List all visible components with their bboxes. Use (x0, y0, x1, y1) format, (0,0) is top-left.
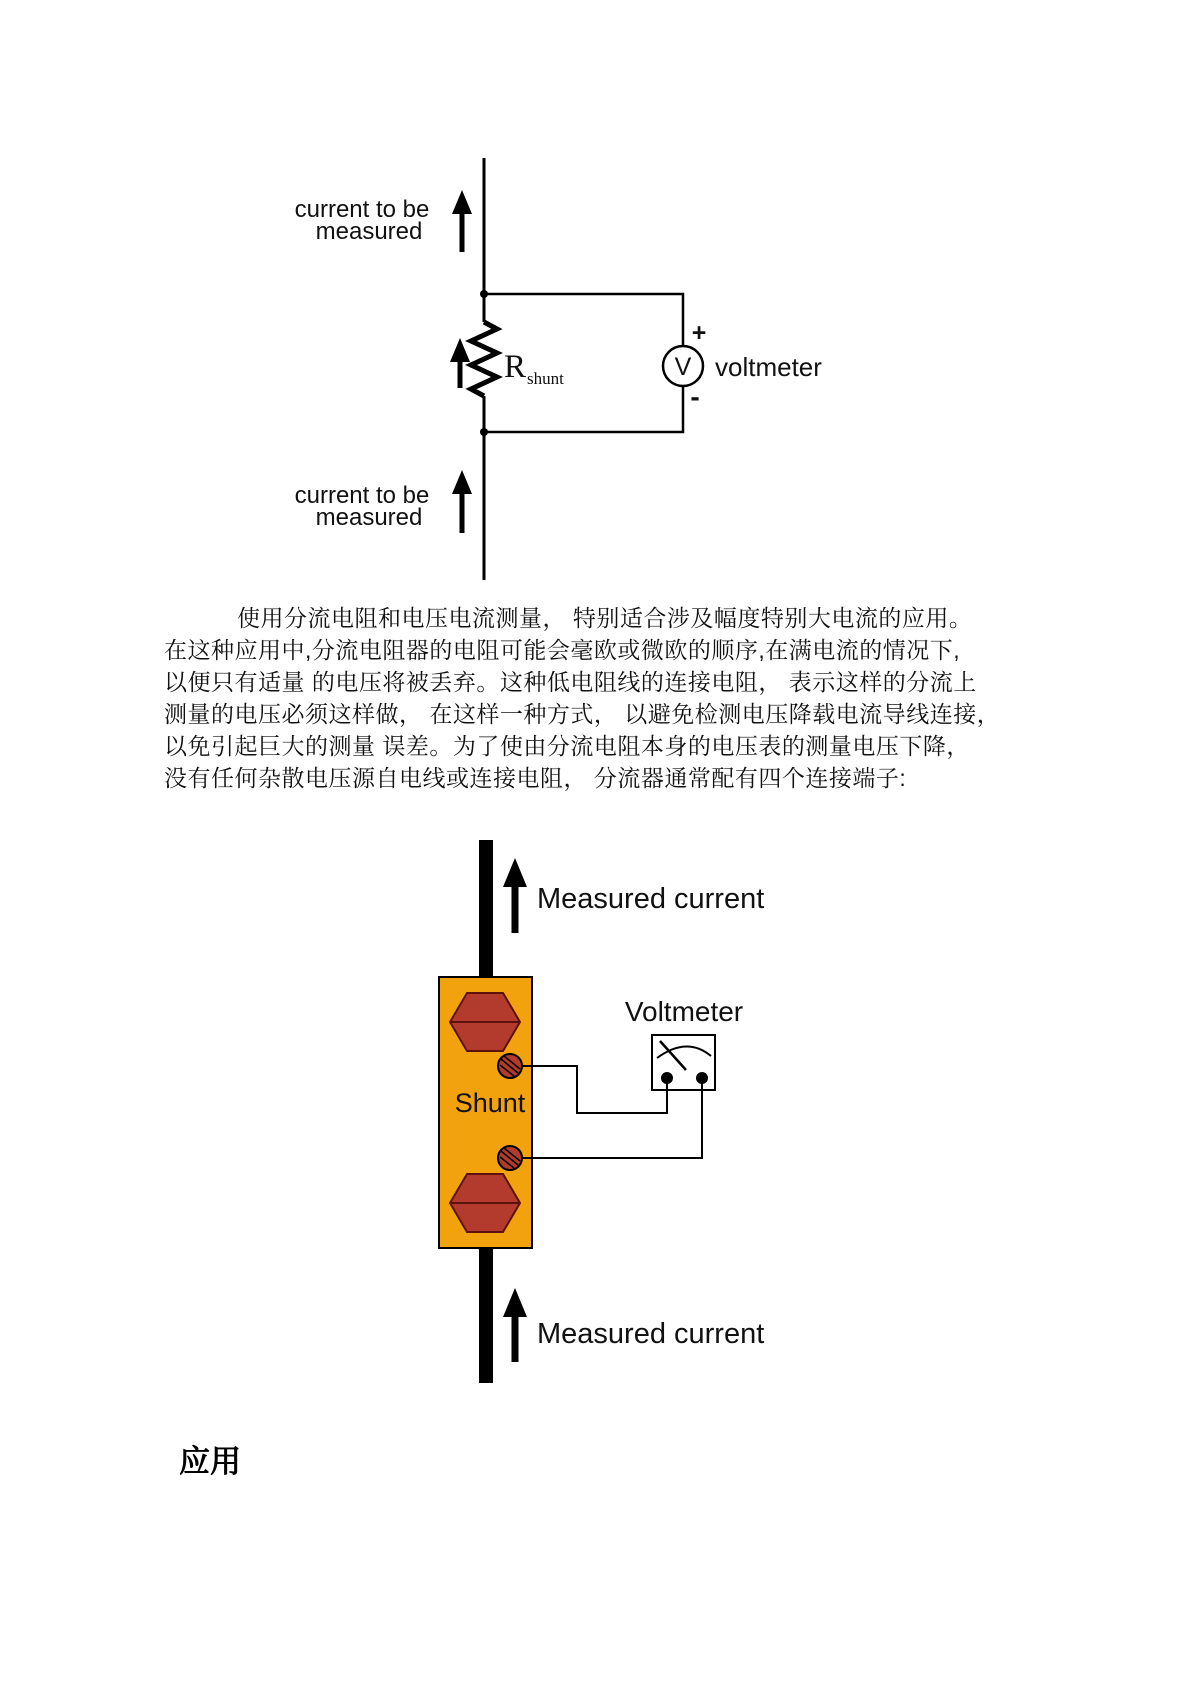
resistor-subscript-label: shunt (527, 369, 564, 388)
measured-current-arrow-bottom-head-icon (503, 1288, 527, 1317)
voltmeter-text-label: voltmeter (715, 352, 822, 382)
measured-current-label-top: Measured current (537, 883, 765, 915)
paragraph-line: 使用分流电阻和电压电流测量， 特别适合涉及幅度特别大电流的应用。 (237, 605, 973, 631)
physical-shunt-diagram (400, 830, 800, 1400)
meter-branch-wire-top (484, 294, 683, 346)
paragraph-line: 以便只有适量 的电压将被丢弃。这种低电阻线的连接电阻， 表示这样的分流上 (164, 669, 977, 695)
voltmeter-letter: V (674, 353, 692, 381)
body-paragraph (164, 602, 1012, 794)
measured-current-arrow-top-head-icon (503, 858, 527, 887)
resistor-name-label: R (504, 349, 527, 385)
sense-wire-bottom (522, 1080, 702, 1158)
current-arrow-top-head-icon (452, 190, 472, 214)
measured-current-label-bottom: Measured current (537, 1318, 765, 1350)
plus-polarity-label: + (691, 319, 707, 347)
paragraph-line: 以免引起巨大的测量 误差。为了使由分流电阻本身的电压表的测量电压下降， (164, 733, 970, 759)
current-label-bottom-line1: current to be (294, 482, 430, 509)
paragraph-line: 在这种应用中,分流电阻器的电阻可能会毫欧或微欧的顺序,在满电流的情况下, (164, 637, 961, 663)
current-label-bottom-line2: measured (315, 504, 423, 531)
minus-polarity-label: - (690, 381, 700, 412)
meter-branch-wire-bottom (484, 386, 683, 432)
current-arrow-bottom-head-icon (452, 470, 472, 494)
shunt-resistor-symbol (471, 322, 497, 396)
paragraph-line: 没有任何杂散电压源自电线或连接电阻， 分流器通常配有四个连接端子: (164, 765, 907, 791)
section-heading: 应用 (179, 1444, 241, 1479)
current-label-top-line1: current to be (294, 196, 430, 223)
shunt-label: Shunt (454, 1088, 526, 1118)
current-label-top-line2: measured (315, 218, 423, 245)
sense-wire-top (522, 1066, 667, 1113)
paragraph-line: 测量的电压必须这样做， 在这样一种方式， 以避免检测电压降载电流导线连接， (164, 701, 1001, 727)
shunt-circuit-schematic (250, 140, 870, 610)
voltmeter-label: Voltmeter (624, 996, 744, 1027)
